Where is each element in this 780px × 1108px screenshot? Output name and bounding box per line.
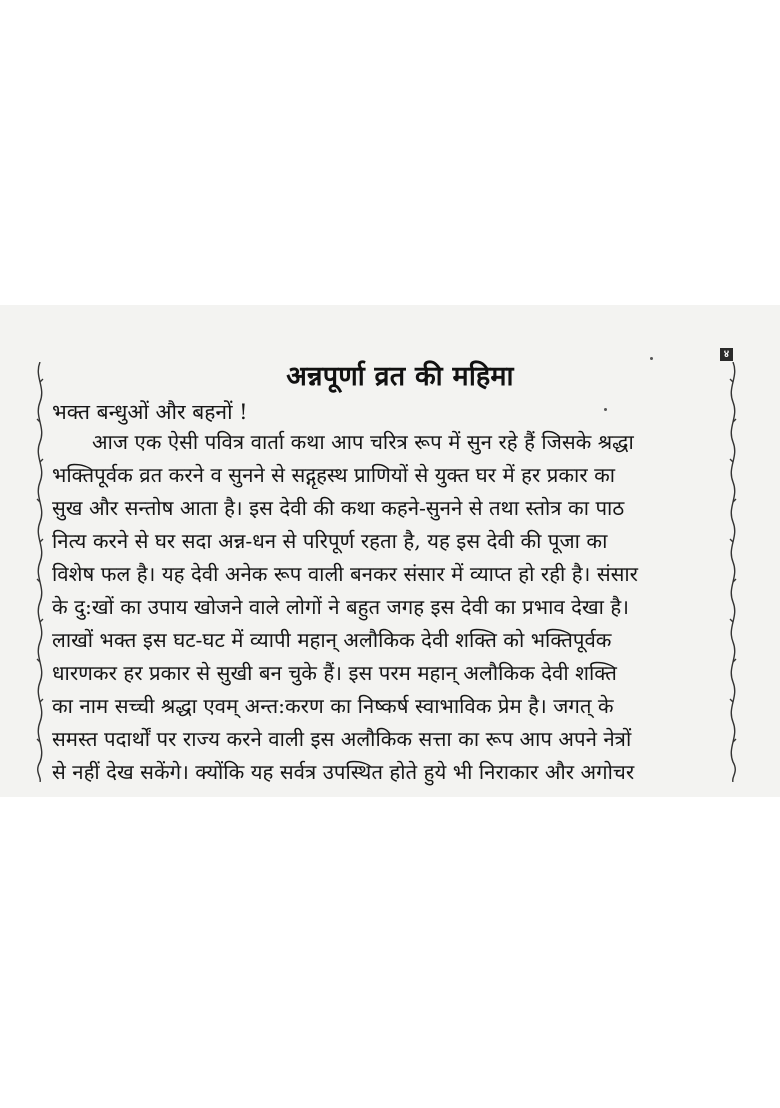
left-vine-border <box>34 362 46 782</box>
body-line: लाखों भक्त इस घट-घट में व्यापी महान् अलौकिक देवी शक्ति को भक्तिपूर्वक <box>52 628 612 652</box>
scan-speck <box>604 408 607 411</box>
body-line: से नहीं देख सकेंगे। क्योंकि यह सर्वत्र उपस्थित होते हुये भी निराकार और अगोचर <box>52 760 635 784</box>
scan-speck <box>650 357 653 360</box>
body-line: नित्य करने से घर सदा अन्न-धन से परिपूर्ण रहता है, यह इस देवी की पूजा का <box>52 529 608 553</box>
body-line: धारणकर हर प्रकार से सुखी बन चुके हैं। इस परम महान् अलौकिक देवी शक्ति <box>52 661 617 685</box>
body-line: समस्त पदार्थों पर राज्य करने वाली इस अलौकिक सत्ता का रूप आप अपने नेत्रों <box>52 727 632 751</box>
body-line: सुख और सन्तोष आता है। इस देवी की कथा कहने-सुनने से तथा स्तोत्र का पाठ <box>52 496 625 520</box>
right-vine-border <box>727 362 739 782</box>
body-line: भक्तिपूर्वक व्रत करने व सुनने से सद्गृहस्थ प्राणियों से युक्त घर में हर प्रकार का <box>52 463 616 487</box>
greeting-line: भक्त बन्धुओं और बहनों ! <box>52 400 248 424</box>
body-line: आज एक ऐसी पवित्र वार्ता कथा आप चरित्र रूप में सुन रहे हैं जिसके श्रद्धा <box>92 430 634 454</box>
body-line: के दु:खों का उपाय खोजने वाले लोगों ने बहुत जगह इस देवी का प्रभाव देखा है। <box>52 595 629 619</box>
body-line: विशेष फल है। यह देवी अनेक रूप वाली बनकर संसार में व्याप्त हो रही है। संसार <box>52 562 639 586</box>
page-title: अन्नपूर्णा व्रत की महिमा <box>286 361 514 392</box>
body-line: का नाम सच्ची श्रद्धा एवम् अन्त:करण का निष्कर्ष स्वाभाविक प्रेम है। जगत् के <box>52 694 614 718</box>
page-number-badge: ४ <box>720 348 733 361</box>
